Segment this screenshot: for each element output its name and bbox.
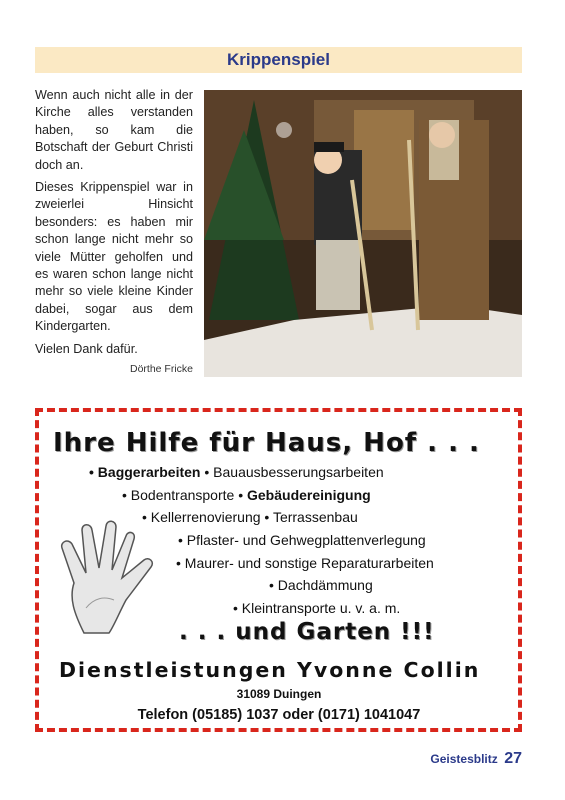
service-line [122, 487, 371, 503]
ad-headline: Ihre Hilfe für Haus, Hof . . . [53, 428, 480, 458]
ad-company-name: Dienstleistungen Yvonne Collin [59, 658, 481, 682]
service-line [176, 555, 434, 571]
service-normal: • Bauausbesserungsarbeiten [200, 464, 384, 480]
magazine-name: Geistesblitz [430, 752, 498, 766]
service-line [89, 464, 384, 480]
advertisement-box [35, 408, 522, 732]
service-line [233, 600, 400, 616]
service-normal: • Maurer- und sonstige Reparaturarbeiten [176, 555, 434, 571]
article-paragraph: Dieses Krippenspiel war in zweierlei Hinsicht besonders: es haben mir schon lange nicht mehr so viele Mütter geholfen und es waren schon lange nicht mehr so viele kleine Kinder dabei, sogar aus dem Kindergarten. [35, 180, 193, 334]
page-footer [430, 750, 522, 768]
ad-subline: . . . und Garten !!! [179, 619, 435, 645]
article-body [35, 87, 193, 363]
article-paragraph: Vielen Dank dafür. [35, 341, 138, 356]
service-normal: • Kellerrenovierung • Terrassenbau [142, 509, 358, 525]
ad-city: 31089 Duingen [236, 687, 322, 701]
service-bold: Gebäudereinigung [247, 487, 371, 503]
hand-icon [54, 518, 164, 638]
service-line [142, 509, 358, 525]
service-normal: • Dachdämmung [269, 577, 373, 593]
article-author: Dörthe Fricke [129, 363, 193, 375]
article-title: Krippenspiel [227, 50, 330, 69]
service-bold: • Baggerarbeiten [89, 464, 201, 480]
ad-phone: Telefon (05185) 1037 oder (0171) 1041047 [137, 707, 421, 723]
service-normal: • Kleintransporte u. v. a. m. [233, 600, 401, 616]
page-number: 27 [504, 750, 522, 767]
service-normal: • Pflaster- und Gehwegplattenverlegung [178, 532, 426, 548]
article-paragraph: Wenn auch nicht alle in der Kirche alles verstanden haben, so kam die Botschaft der Geburt Christi doch an. [35, 88, 193, 172]
article-title-bar [35, 47, 522, 73]
service-normal: • Bodentransporte • [122, 487, 247, 503]
service-line [269, 577, 373, 593]
service-line [178, 532, 426, 548]
nativity-play-photo [204, 90, 522, 377]
